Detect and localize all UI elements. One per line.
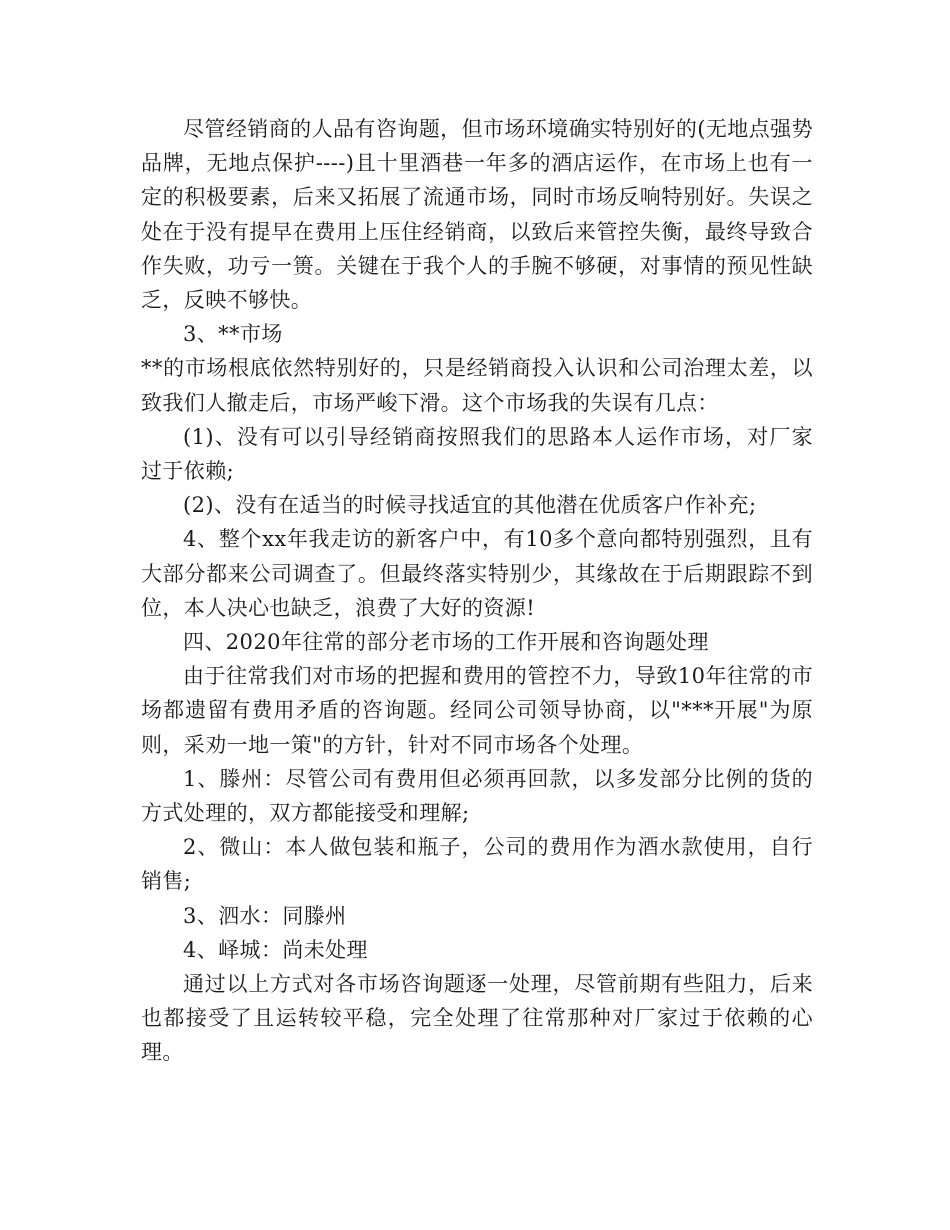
paragraph-9: 1、滕州：尽管公司有费用但必须再回款，以多发部分比例的货的方式处理的，双方都能接受和理解; [141,766,813,826]
document-body [141,112,813,1070]
paragraph-2-heading: 3、**市场 [183,322,283,347]
paragraph-8: 由于往常我们对市场的把握和费用的管控不力，导致10年往常的市场都遗留有费用矛盾的咨询题。经同公司领导协商，以"***开展"为原则，采劝一地一策"的方针，针对不同市场各个处理。 [141,664,813,757]
paragraph-1: 尽管经销商的人品有咨询题，但市场环境确实特别好的(无地点强势品牌，无地点保护----)且十里酒巷一年多的酒店运作，在市场上也有一定的积极要素，后来又拓展了流通市场，同时市场反响特别好。失误之处在于没有提早在费用上压住经销商，以致后来管控失衡，最终导致合作失败，功亏一篑。关键在于我个人的手腕不够硬，对事情的预见性缺乏，反映不够快。 [141,117,813,313]
paragraph-5: (2)、没有在适当的时候寻找适宜的其他潜在优质客户作补充; [183,493,757,518]
paragraph-13: 通过以上方式对各市场咨询题逐一处理，尽管前期有些阻力，后来也都接受了且运转较平稳，完全处理了往常那种对厂家过于依赖的心理。 [141,972,813,1065]
paragraph-3: **的市场根底依然特别好的，只是经销商投入认识和公司治理太差，以致我们人撤走后，市场严峻下滑。这个市场我的失误有几点： [141,356,813,415]
paragraph-4: (1)、没有可以引导经销商按照我们的思路本人运作市场，对厂家过于依赖; [141,424,813,484]
paragraph-6: 4、整个xx年我走访的新客户中，有10多个意向都特别强烈，且有大部分都来公司调查了。但最终落实特别少，其缘故在于后期跟踪不到位，本人决心也缺乏，浪费了大好的资源! [141,527,813,620]
paragraph-10: 2、微山：本人做包装和瓶子，公司的费用作为酒水款使用，自行销售; [141,835,813,894]
paragraph-12: 4、峄城：尚未处理 [183,937,368,962]
paragraph-11: 3、泗水：同滕州 [183,903,347,928]
paragraph-7-heading: 四、2020年往常的部分老市场的工作开展和咨询题处理 [183,630,709,655]
